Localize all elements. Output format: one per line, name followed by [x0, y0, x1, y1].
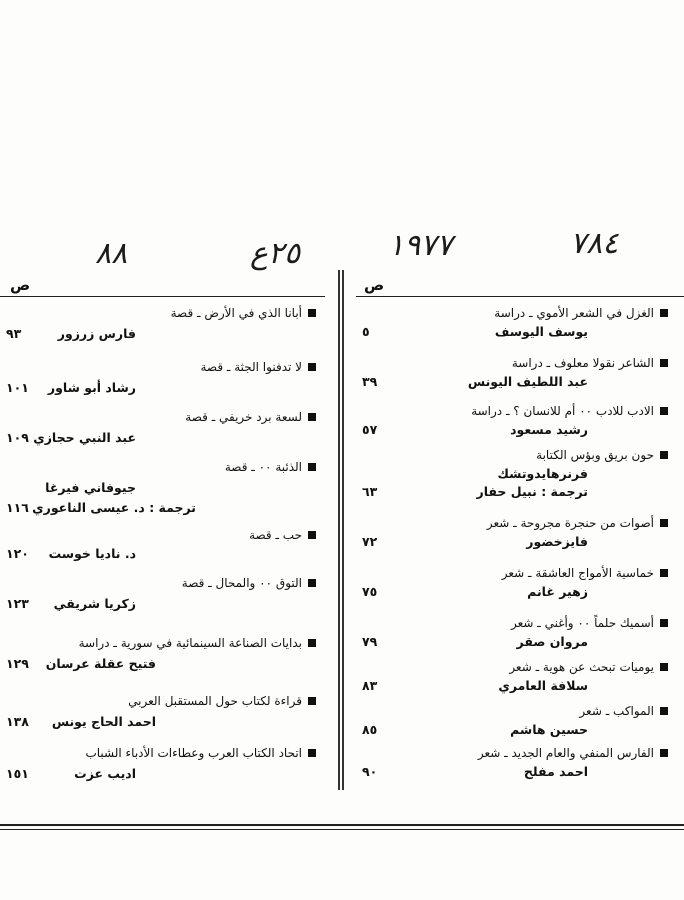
entry-title: الادب للادب ٠٠ أم للانسان ؟ ـ دراسة [358, 404, 668, 418]
toc-entry [358, 516, 668, 550]
bullet-square-icon [660, 707, 668, 715]
column-divider-2 [342, 270, 344, 790]
entry-title: حب ـ قصة [6, 528, 316, 542]
toc-entry [6, 694, 316, 728]
entry-page: ١٥١ [6, 766, 29, 781]
bullet-square-icon [660, 749, 668, 757]
entry-author: سلافة العامري [498, 678, 588, 693]
entry-translator: ترجمة : نبيل حفار [476, 484, 588, 499]
toc-entry [6, 460, 316, 516]
entry-author: جيوفاني فيرغا [45, 480, 136, 495]
entry-page: ٥ [362, 324, 370, 339]
entry-page: ١٣٨ [6, 714, 29, 729]
entry-title: لسعة برد خريفي ـ قصة [6, 410, 316, 424]
entry-author: يوسف اليوسف [494, 324, 588, 339]
entry-page: ١٢٩ [6, 656, 29, 671]
toc-entry [6, 360, 316, 394]
bullet-square-icon [308, 697, 316, 705]
bullet-square-icon [308, 531, 316, 539]
handwritten-note-right: ٧٨٤ [570, 226, 619, 261]
entry-page: ٨٣ [362, 678, 378, 693]
entry-title: أبانا الذي في الأرض ـ قصة [6, 306, 316, 320]
entry-page: ٨٥ [362, 722, 378, 737]
entry-title: الغزل في الشعر الأموي ـ دراسة [358, 306, 668, 320]
entry-author: اديب عزت [74, 766, 136, 781]
entry-title: الفارس المنفي والعام الجديد ـ شعر [358, 746, 668, 760]
bullet-square-icon [660, 451, 668, 459]
bullet-square-icon [660, 569, 668, 577]
entry-page: ٧٥ [362, 584, 378, 599]
entry-title: يوميات تبحث عن هوية ـ شعر [358, 660, 668, 674]
toc-entry [358, 356, 668, 390]
bullet-square-icon [308, 639, 316, 647]
bottom-rule-1 [0, 824, 684, 826]
entry-title: قراءة لكتاب حول المستقبل العربي [6, 694, 316, 708]
bullet-square-icon [660, 407, 668, 415]
entry-page: ٩٠ [362, 764, 378, 779]
toc-entry [6, 636, 316, 670]
entry-page: ١١٦ [6, 500, 29, 515]
entry-page: ٥٧ [362, 422, 378, 437]
left-header-rule [0, 296, 325, 297]
bottom-rule-2 [0, 829, 684, 830]
entry-author: فايزخضور [526, 534, 588, 549]
entry-author: فتيح عقلة عرسان [45, 656, 156, 671]
bullet-square-icon [660, 619, 668, 627]
entry-author: احمد الحاج يونس [51, 714, 156, 729]
entry-author: د. ناديا خوست [48, 546, 136, 561]
bullet-square-icon [308, 749, 316, 757]
toc-entry [358, 746, 668, 780]
handwritten-note-left: ٨٨ [95, 236, 128, 271]
entry-author: مروان صقر [516, 634, 588, 649]
entry-author: زهير غانم [527, 584, 588, 599]
toc-entry [358, 616, 668, 650]
right-header-rule [356, 296, 684, 297]
bullet-square-icon [308, 309, 316, 317]
toc-entry [6, 410, 316, 444]
toc-entry [358, 660, 668, 694]
left-column-header: ص [10, 276, 31, 294]
bullet-square-icon [660, 519, 668, 527]
entry-page: ٧٢ [362, 534, 378, 549]
bullet-square-icon [308, 413, 316, 421]
toc-entry [358, 448, 668, 500]
bullet-square-icon [308, 363, 316, 371]
entry-title: التوق ٠٠ والمحال ـ قصة [6, 576, 316, 590]
entry-page: ١٠١ [6, 380, 29, 395]
entry-title: الذئبة ٠٠ ـ قصة [6, 460, 316, 474]
entry-author: فارس زرزور [57, 326, 136, 341]
entry-title: بدايات الصناعة السينمائية في سورية ـ دراسة [6, 636, 316, 650]
entry-title: المواكب ـ شعر [358, 704, 668, 718]
entry-translator: ترجمة : د. عيسى الناعوري [32, 500, 196, 515]
entry-page: ١٢٠ [6, 546, 29, 561]
entry-title: حون بريق وبؤس الكتابة [358, 448, 668, 462]
toc-entry [6, 528, 316, 562]
entry-author: عبد النبي حجازي [33, 430, 136, 445]
toc-entry [358, 566, 668, 600]
entry-title: اتحاد الكتاب العرب وعطاءات الأدباء الشباب [6, 746, 316, 760]
toc-entry [358, 704, 668, 738]
entry-author: فرنرهايدوتشك [497, 466, 588, 481]
bullet-square-icon [660, 663, 668, 671]
toc-entry [6, 576, 316, 610]
handwritten-note-mid-left: ٢٥ع [250, 236, 301, 271]
entry-title: الشاعر نقولا معلوف ـ دراسة [358, 356, 668, 370]
bullet-square-icon [308, 579, 316, 587]
bullet-square-icon [308, 463, 316, 471]
entry-author: عبد اللطيف اليونس [467, 374, 588, 389]
bullet-square-icon [660, 359, 668, 367]
toc-entry [6, 746, 316, 780]
entry-title: لا تدفنوا الجثة ـ قصة [6, 360, 316, 374]
handwritten-note-mid-right: ١٩٧٧ [388, 228, 453, 263]
column-divider-1 [338, 270, 340, 790]
entry-page: ١٢٣ [6, 596, 29, 611]
entry-title: أصوات من حنجرة مجروحة ـ شعر [358, 516, 668, 530]
entry-author: رشاد أبو شاور [47, 380, 136, 395]
entry-author: رشيد مسعود [510, 422, 588, 437]
entry-page: ٣٩ [362, 374, 378, 389]
entry-page: ٧٩ [362, 634, 378, 649]
entry-author: زكريا شريقي [53, 596, 136, 611]
bullet-square-icon [660, 309, 668, 317]
entry-title: خماسية الأمواج العاشقة ـ شعر [358, 566, 668, 580]
toc-entry [358, 404, 668, 438]
entry-page: ٩٣ [6, 326, 22, 341]
toc-entry [358, 306, 668, 340]
entry-author: حسين هاشم [510, 722, 588, 737]
entry-author: احمد مفلح [523, 764, 588, 779]
entry-page: ٦٣ [362, 484, 378, 499]
toc-entry [6, 306, 316, 340]
right-column-header: ص [364, 276, 385, 294]
entry-page: ١٠٩ [6, 430, 29, 445]
entry-title: أسميك حلماً ٠٠ وأغني ـ شعر [358, 616, 668, 630]
